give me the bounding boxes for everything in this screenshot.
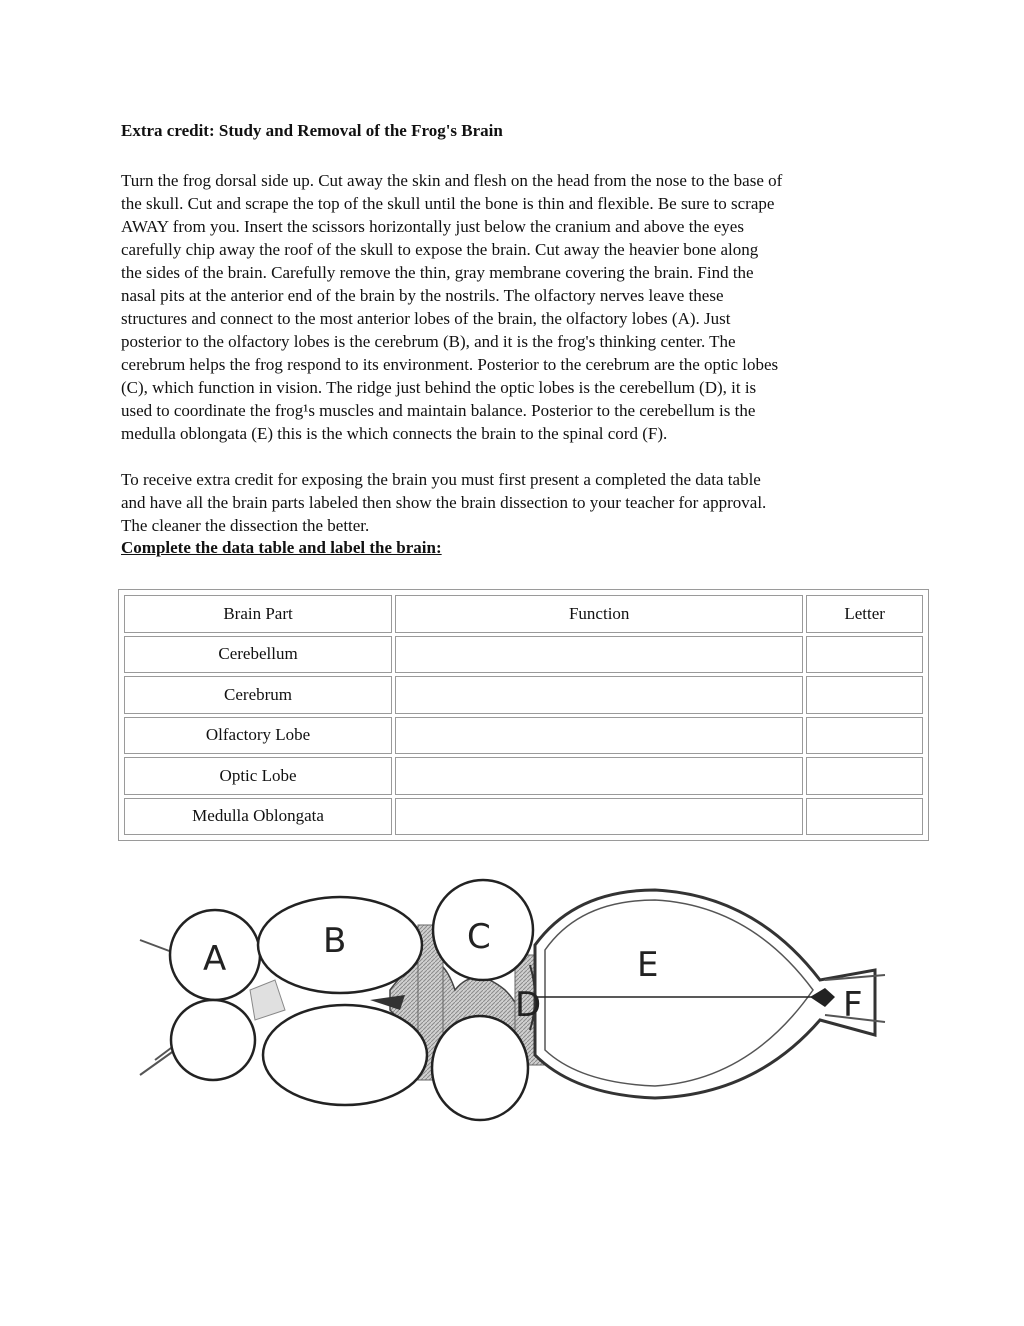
letter-cell[interactable] [806, 717, 923, 755]
brain-part-cell: Cerebrum [124, 676, 392, 714]
label-f: F [843, 985, 863, 1025]
instructions-paragraph [121, 169, 921, 445]
function-cell[interactable] [395, 676, 803, 714]
paragraph-line: The cleaner the dissection the better. [121, 516, 370, 535]
table-heading: Complete the data table and label the brain: [121, 538, 442, 557]
function-cell[interactable] [395, 757, 803, 795]
table-header-row [124, 595, 923, 633]
function-cell[interactable] [395, 636, 803, 674]
letter-cell[interactable] [806, 676, 923, 714]
data-table-container [118, 589, 929, 841]
frog-brain-diagram [135, 870, 895, 1125]
table-row [124, 798, 923, 836]
function-cell[interactable] [395, 798, 803, 836]
header-function: Function [395, 595, 803, 633]
paragraph-line: nasal pits at the anterior end of the brain by the nostrils. The olfactory nerves leave these [121, 286, 724, 305]
paragraph-line: the skull. Cut and scrape the top of the skull until the bone is thin and flexible. Be sure to scrape [121, 194, 775, 213]
paragraph-line: the sides of the brain. Carefully remove the thin, gray membrane covering the brain. Find the [121, 263, 754, 282]
paragraph-line: Turn the frog dorsal side up. Cut away the skin and flesh on the head from the nose to the base of [121, 171, 783, 190]
paragraph-line: and have all the brain parts labeled then show the brain dissection to your teacher for approval. [121, 493, 767, 512]
extra-credit-paragraph [121, 468, 921, 537]
table-row [124, 757, 923, 795]
brain-part-cell: Olfactory Lobe [124, 717, 392, 755]
label-a: A [203, 939, 227, 979]
table-row [124, 676, 923, 714]
label-c: C [467, 917, 491, 957]
function-cell[interactable] [395, 717, 803, 755]
label-e: E [637, 945, 659, 985]
page-title: Extra credit: Study and Removal of the Frog's Brain [121, 121, 503, 140]
letter-cell[interactable] [806, 798, 923, 836]
table-row [124, 717, 923, 755]
paragraph-line: structures and connect to the most anterior lobes of the brain, the olfactory lobes (A). Just [121, 309, 731, 328]
paragraph-line: used to coordinate the frog¹s muscles and maintain balance. Posterior to the cerebellum is the [121, 401, 756, 420]
header-letter: Letter [806, 595, 923, 633]
letter-cell[interactable] [806, 636, 923, 674]
table-row [124, 636, 923, 674]
paragraph-line: (C), which function in vision. The ridge just behind the optic lobes is the cerebellum (D), it is [121, 378, 757, 397]
paragraph-line: posterior to the olfactory lobes is the cerebrum (B), and it is the frog's thinking center. The [121, 332, 736, 351]
paragraph-line: To receive extra credit for exposing the brain you must first present a completed the data table [121, 470, 761, 489]
paragraph-line: cerebrum helps the frog respond to its environment. Posterior to the cerebrum are the optic lobes [121, 355, 779, 374]
brain-part-cell: Cerebellum [124, 636, 392, 674]
paragraph-line: medulla oblongata (E) this is the which connects the brain to the spinal cord (F). [121, 424, 668, 443]
label-b: B [323, 921, 347, 961]
paragraph-line: AWAY from you. Insert the scissors horizontally just below the cranium and above the eyes [121, 217, 744, 236]
paragraph-line: carefully chip away the roof of the skull to expose the brain. Cut away the heavier bone along [121, 240, 759, 259]
data-table [121, 592, 926, 838]
brain-part-cell: Optic Lobe [124, 757, 392, 795]
letter-cell[interactable] [806, 757, 923, 795]
header-brain-part: Brain Part [124, 595, 392, 633]
brain-part-cell: Medulla Oblongata [124, 798, 392, 836]
label-d: D [515, 985, 542, 1025]
